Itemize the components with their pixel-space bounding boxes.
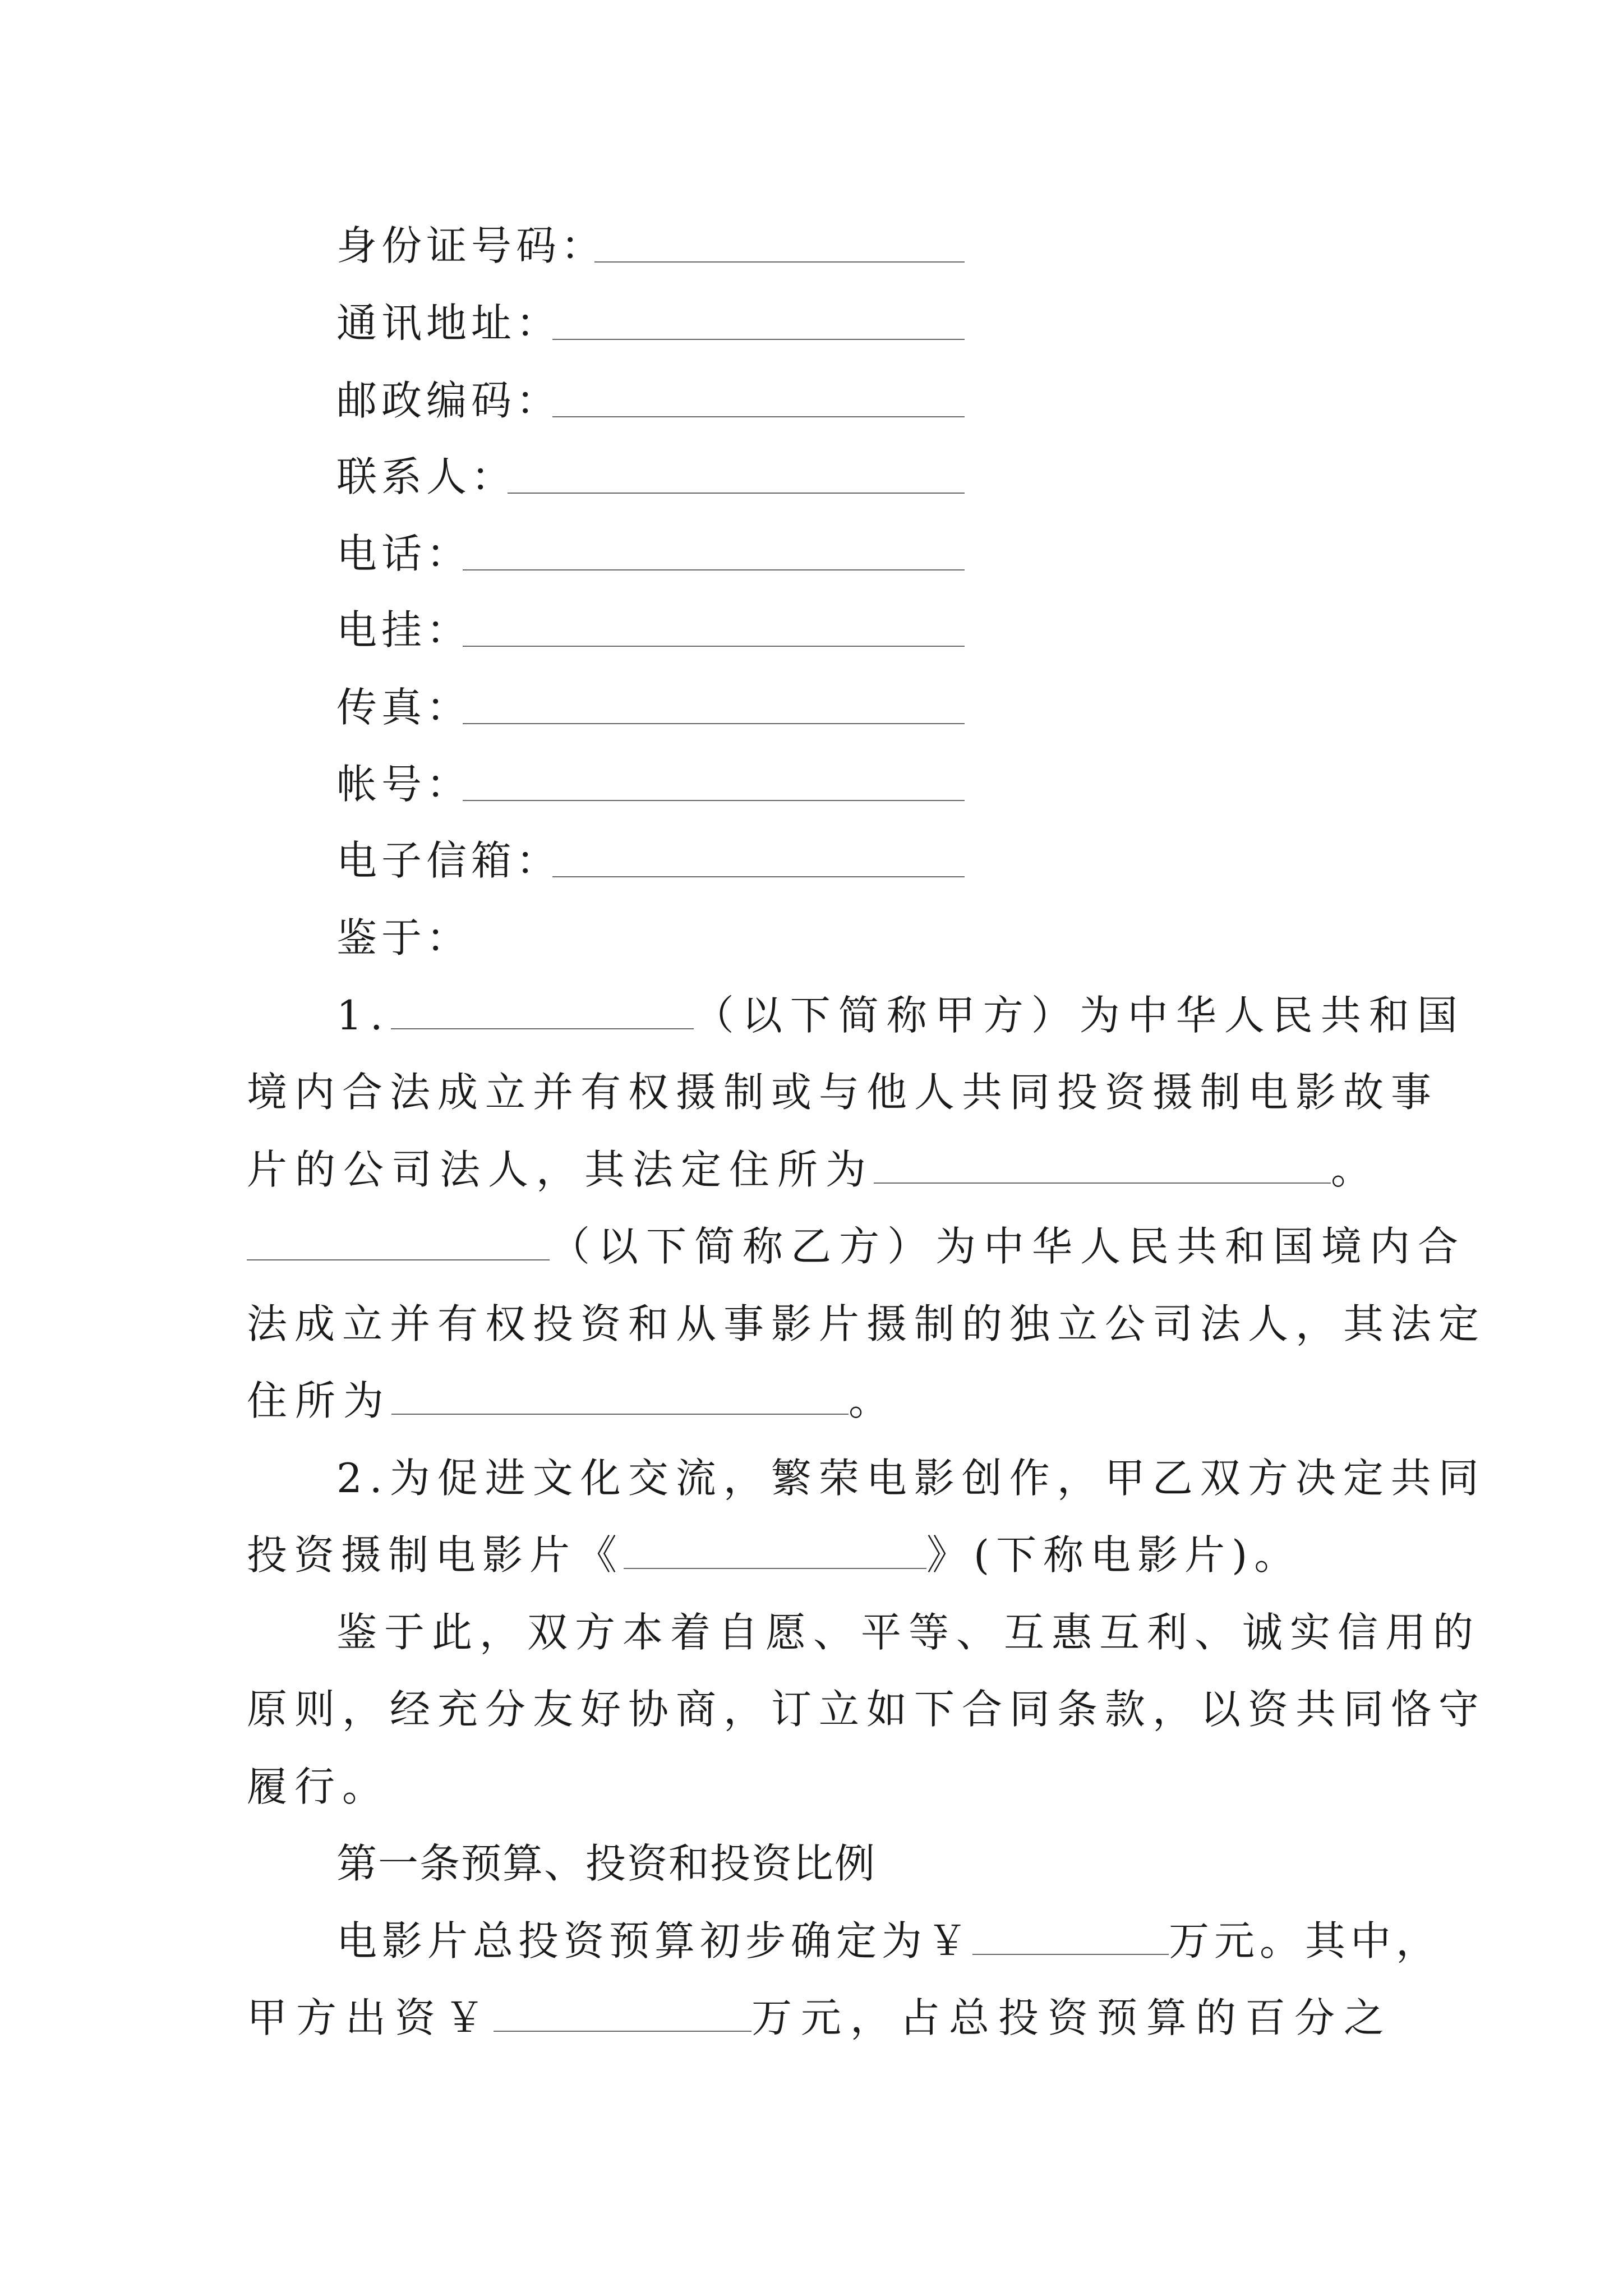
field-label: 电话： [336, 530, 472, 577]
field-blank-line[interactable] [552, 416, 965, 417]
blank-party-a[interactable] [391, 993, 694, 1029]
field-blank-line[interactable] [463, 723, 965, 724]
blank-party-a-amount[interactable] [494, 1996, 751, 2032]
para-line-3: 履行。 [247, 1763, 390, 1810]
clause-1-line-5: 法成立并有权投资和从事影片摄制的独立公司法人，其法定 [247, 1300, 1487, 1347]
field-blank-line[interactable] [552, 876, 965, 877]
field-label: 帐号： [336, 761, 472, 808]
field-blank-line[interactable] [463, 569, 965, 570]
field-label: 邮政编码： [336, 377, 561, 424]
para-line-1: 鉴于此，双方本着自愿、平等、互惠互利、诚实信用的 [336, 1609, 1481, 1656]
blank-address-b[interactable] [391, 1379, 849, 1415]
blank-total-budget[interactable] [972, 1919, 1169, 1955]
field-email [336, 832, 561, 889]
article-1-line-1: 电影片总投资预算初步确定为￥ 万元。其中， [336, 1917, 1442, 1964]
para-line-2: 原则，经充分友好协商，订立如下合同条款，以资共同恪守 [247, 1686, 1487, 1733]
field-label: 通讯地址： [336, 300, 561, 347]
field-contact [336, 449, 516, 505]
field-blank-line[interactable] [508, 493, 965, 494]
field-telegraph [336, 602, 471, 658]
clause-1-line-3: 片的公司法人，其法定住所为 。 [247, 1146, 1380, 1193]
field-postcode [336, 372, 561, 429]
field-blank-line[interactable] [594, 261, 965, 263]
field-blank-line[interactable] [463, 646, 965, 647]
blank-party-b[interactable] [247, 1225, 550, 1260]
field-blank-line[interactable] [552, 339, 965, 340]
clause-1-line-2: 境内合法成立并有权摄制或与他人共同投资摄制电影故事 [247, 1069, 1439, 1116]
field-address [336, 295, 561, 351]
field-fax [336, 679, 471, 735]
article-1-heading: 第一条预算、投资和投资比例 [336, 1840, 877, 1887]
whereas-heading: 鉴于： [336, 914, 472, 961]
field-label: 电挂： [336, 606, 472, 654]
clause-1-line-6: 住所为 。 [247, 1377, 897, 1424]
field-label: 电子信箱： [336, 837, 561, 884]
clause-2-line-1: 2.为促进文化交流，繁荣电影创作，甲乙双方决定共同 [336, 1455, 1486, 1502]
field-phone [336, 526, 471, 582]
article-1-line-2: 甲方出资￥ 万元，占总投资预算的百分之 [247, 1994, 1394, 2041]
field-blank-line[interactable] [463, 800, 965, 801]
field-label: 联系人： [336, 453, 517, 500]
clause-1-line-4: （以下简称乙方）为中华人民共和国境内合 [247, 1218, 1466, 1274]
field-account [336, 756, 471, 812]
clause-2-line-2: 投资摄制电影片《 》(下称电影片)。 [247, 1531, 1302, 1579]
field-label: 身份证号码： [336, 222, 606, 269]
clause-1-line-1: 1. （以下简称甲方）为中华人民共和国 [336, 992, 1465, 1039]
field-label: 传真： [336, 684, 472, 731]
field-id-number [336, 218, 606, 274]
blank-film-title[interactable] [624, 1533, 926, 1569]
blank-address-a[interactable] [874, 1148, 1331, 1184]
